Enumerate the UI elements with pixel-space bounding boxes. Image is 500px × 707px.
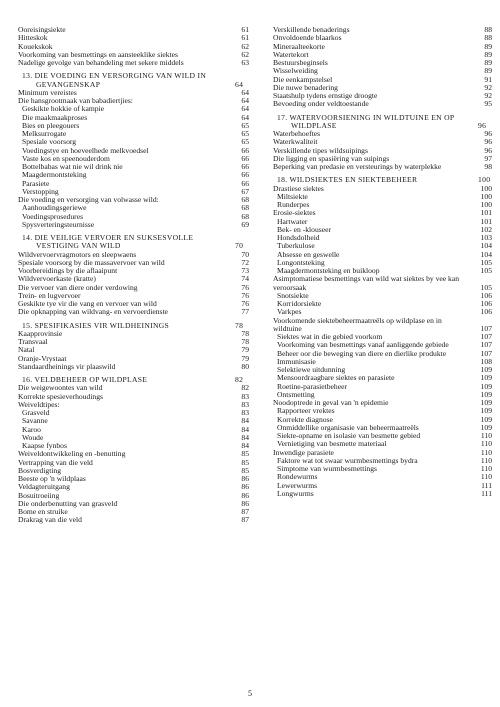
toc-page-number: 105 (480, 266, 492, 275)
toc-entry-title: Vernietiging van besmette materiaal (277, 439, 387, 449)
toc-page-number: 85 (241, 457, 249, 467)
toc-entry-title: Voedingsprosedures (22, 211, 84, 221)
toc-entry-title: Siekte-opname en isolasie van besmette gebied (277, 431, 421, 440)
toc-entry-title: Veldagteruitgang (18, 482, 70, 492)
toc-entry-title: Watertekort (273, 49, 309, 59)
toc-page-number: 84 (241, 424, 249, 434)
toc-page-number: 89 (484, 58, 492, 67)
toc-page-number: 111 (481, 488, 492, 498)
toc-entry-title: Maagdermontsteking en buikloop (277, 266, 380, 275)
toc-page-number: 95 (484, 99, 492, 109)
toc-entry-title: Verskillende benaderings (273, 25, 350, 34)
toc-entry-title: 15. SPESIFIKASIES VIR WILDHEININGS (22, 320, 170, 330)
toc-entry-title: Verstopping (22, 186, 59, 196)
toc-entry-title: Erosie-siektes (273, 208, 316, 218)
toc-page-number: 72 (241, 257, 249, 267)
toc-entry-title: 18. WILDSIEKTES EN SIEKTEBEHEER (277, 175, 418, 185)
toc-entry-title: Die ligging en spasiëring van suipings (273, 153, 390, 163)
toc-page-number: 78 (241, 337, 249, 346)
toc-entry-title: Wisselweiding (273, 66, 318, 76)
toc-entry-title: Die onderbenutting van grasveld (18, 498, 118, 508)
toc-page-number: 100 (480, 191, 492, 201)
toc-page-number: 66 (241, 178, 249, 188)
toc-entry-title: Bevoeding onder veldtoestande (273, 99, 369, 109)
toc-entry-title: Lewerwurms (277, 480, 318, 490)
toc-page-number: 102 (480, 224, 492, 234)
toc-entry-title: Verskillende tipes wildsuipings (273, 145, 368, 155)
toc-page-number: 68 (241, 203, 249, 213)
toc-entry-title: Oranje-Vrystaat (18, 353, 67, 363)
toc-entry-title: Weiveldontwikkeling en -benutting (18, 449, 126, 459)
toc-entry-title: Weiveldtipes: (18, 399, 60, 409)
toc-page-number: 65 (241, 137, 249, 147)
toc-page-number: 66 (241, 145, 249, 155)
toc-entry-title: Beheer oor die beweging van diere en dierlike produkte (277, 348, 447, 358)
toc-page-number: 80 (241, 361, 249, 371)
toc-page-number: 100 (480, 200, 492, 209)
toc-page-number: 111 (481, 480, 492, 490)
toc-entry-title: 13. DIE VOEDING EN VERSORGING VAN WILD IN GEVANGENSKAP (22, 71, 207, 89)
toc-entry-title: Grasveld (22, 408, 50, 417)
toc-entry-title: Onvoldoende blaarkos (273, 33, 342, 43)
toc-page-number: 85 (241, 465, 249, 475)
toc-entry-title: Beeste op 'n wildplaas (18, 474, 86, 483)
toc-page-number: 109 (480, 389, 492, 399)
toc-entry-title: Transvaal (18, 337, 48, 346)
toc-page-number: 73 (241, 266, 249, 275)
toc-page-number: 82 (241, 383, 249, 393)
toc-page-number: 86 (241, 498, 249, 508)
toc-entry-title: 17. WATERVOORSIENING IN WILDTUINE EN OP WILDPLASE (277, 112, 455, 130)
toc-entry-title: Hartwater (277, 216, 308, 226)
toc-entry-title: Bosverdigting (18, 465, 62, 475)
toc-chapter-heading: 13. DIE VOEDING EN VERSORGING VAN WILD IN GEVANGENSKAP 64 (22, 71, 244, 89)
toc-entry-title: Inwendige parasiete (273, 447, 334, 457)
toc-entry-title: Karoo (22, 424, 41, 434)
toc-page-number: 92 (484, 91, 492, 100)
toc-page-number: 66 (241, 162, 249, 171)
toc-entry-title: Melksurrogate (22, 129, 67, 138)
toc-entry-title: Mineraalteekorte (273, 41, 325, 51)
toc-page-number: 88 (484, 33, 492, 43)
toc-page-number: 110 (480, 455, 492, 465)
toc-entry-title: Hitteskok (18, 33, 48, 43)
toc-page-number: 84 (241, 416, 249, 426)
toc-entry-title: Varkpes (277, 307, 302, 317)
toc-entry-title: Kaapse fynbos (22, 441, 67, 450)
toc-entry-title: Longontsteking (277, 257, 325, 267)
toc-entry-title: Bies en pleegouers (22, 120, 80, 130)
toc-page-number: 84 (241, 441, 249, 450)
toc-chapter-heading: 16. VELDBEHEER OP WILDPLASE 82 (22, 375, 244, 384)
toc-entry-title: Snotsiekte (277, 290, 309, 300)
toc-page-number: 70 (241, 249, 249, 259)
toc-entry-title: Simptome van wurmbesmettings (277, 464, 377, 473)
toc-entry-title: Voorkoming van besmettings en aansteeklike siektes (18, 49, 178, 59)
toc-entry-title: Korrekte spesieverhoudings (18, 391, 103, 401)
toc-page-number: 86 (241, 474, 249, 483)
toc-page-number: 109 (480, 365, 492, 374)
toc-page-number: 89 (484, 41, 492, 51)
toc-page-number: 67 (241, 186, 249, 196)
toc-page-number: 109 (480, 414, 492, 424)
toc-entry-title: Trein- en lugvervoer (18, 290, 81, 300)
toc-page-number: 105 (480, 282, 492, 292)
toc-entry (261, 490, 492, 498)
toc-entry-title: Bottelbabas wat nie wil drink nie (22, 162, 123, 171)
toc-page-number: 106 (480, 299, 492, 308)
toc-entry-title: Minimum vereistes (18, 87, 77, 97)
toc-entry-title: Voorkomende siektebeheermaatreëls op wildplase en in wildtuine (273, 315, 442, 333)
toc-page-number: 89 (484, 49, 492, 59)
toc-page-number: 65 (241, 129, 249, 138)
toc-entry (6, 516, 249, 524)
toc-page-number: 61 (241, 33, 249, 43)
toc-page-number: 62 (241, 49, 249, 59)
toc-entry-title: Roetine-parasietbeheer (277, 381, 347, 391)
toc-page-number: 65 (241, 120, 249, 130)
toc-entry-title: Spesiale voorsorg by die massavervoer van wild (18, 257, 165, 267)
toc-page-number: 83 (241, 391, 249, 401)
toc-entry-title: Tuberkulose (277, 241, 315, 251)
toc-page-number: 64 (241, 104, 249, 114)
toc-page-number: 68 (241, 211, 249, 221)
toc-page-number: 104 (480, 241, 492, 251)
toc-entry-title: Staatshulp tydens ernstige droogte (273, 91, 378, 100)
toc-page-number: 109 (480, 381, 492, 391)
toc-page-number: 76 (241, 299, 249, 308)
toc-entry-title: Parasiete (22, 178, 50, 188)
page-number: 5 (248, 689, 252, 698)
toc-page-number: 107 (480, 323, 492, 333)
toc-entry-title: Bosuitroeiing (18, 490, 60, 500)
toc-entry-title: Drakrag van die veld (18, 515, 82, 525)
toc-page-number: 85 (241, 449, 249, 459)
toc-entry (6, 417, 249, 425)
toc-entry-title: Beperking van predasie en versteurings by waterplekke (273, 162, 442, 171)
toc-entry-title: Runderpes (277, 200, 310, 209)
toc-page-number: 107 (480, 332, 492, 341)
toc-chapter-heading: 17. WATERVOORSIENING IN WILDTUINE EN OP WILDPLASE 96 (277, 112, 487, 130)
toc-entry-title: Die weigewoontes van wild (18, 383, 103, 393)
toc-page-number: 107 (480, 340, 492, 350)
toc-entry-title: Voorbereidings by die aflaaipunt (18, 266, 118, 275)
toc-page-number: 87 (241, 507, 249, 516)
toc-page-number: 109 (480, 422, 492, 432)
toc-page-number: 88 (484, 25, 492, 34)
toc-entry (6, 59, 249, 67)
toc-entry-title: Bestuursbeginsels (273, 58, 328, 67)
toc-entry-title: Aanhoudingsgeriewe (22, 203, 87, 213)
toc-entry-title: Geskikte hokkie of kampie (22, 104, 105, 114)
toc-entry-title: Natal (18, 345, 35, 355)
toc-entry-title: Rapporteer vrektes (277, 406, 335, 416)
toc-page-number: 109 (480, 406, 492, 416)
toc-entry-title: Faktore wat tot swaar wurmbesmettings bydra (277, 455, 418, 465)
toc-entry-title: Die opknapping van wildvang- en vervoerdienste (18, 307, 168, 317)
toc-entry-title: Bome en struike (18, 507, 68, 516)
toc-entry-title: 16. VELDBEHEER OP WILDPLASE (22, 375, 148, 384)
toc-page-number: 66 (241, 153, 249, 163)
toc-page-number: 109 (480, 398, 492, 407)
toc-page-number: 91 (484, 74, 492, 84)
toc-entry-title: Standaardheinings vir plaaswild (18, 361, 116, 371)
toc-page-number: 76 (241, 282, 249, 292)
toc-entry-title: Drastiese siektes (273, 183, 324, 193)
toc-page-number: 78 (241, 328, 249, 338)
toc-page-number: 87 (241, 515, 249, 525)
toc-page-number: 97 (484, 153, 492, 163)
toc-entry-title: Selektiewe uitdunning (277, 365, 346, 374)
toc-entry-title: Waterbehoeftes (273, 129, 321, 138)
toc-page-number: 86 (241, 490, 249, 500)
toc-page-number: 110 (480, 431, 492, 440)
toc-entry-title: Mensoordraagbare siektes en parasiete (277, 373, 395, 383)
toc-page-number: 92 (484, 82, 492, 92)
toc-page-number: 77 (241, 307, 249, 317)
toc-entry-title: Die eenkampstelsel (273, 74, 333, 84)
toc-page-number: 101 (480, 216, 492, 226)
toc-page-number: 64 (241, 112, 249, 122)
toc-entry-title: Wildvervoervragmotors en sleepwaens (18, 249, 137, 259)
toc-entry-title: Vaste kos en speenouderdom (22, 153, 110, 163)
toc-page-number: 110 (480, 472, 492, 482)
toc-entry-title: Bek- en -klouseer (277, 224, 331, 234)
toc-page-number: 96 (484, 137, 492, 147)
toc-entry-title: Immunisasie (277, 356, 316, 366)
toc-page-number: 79 (241, 345, 249, 355)
toc-page-number: 83 (241, 399, 249, 409)
toc-entry-title: Ooreisingsiekte (18, 25, 66, 34)
toc-entry-title: Miltsiekte (277, 191, 308, 201)
toc-page-number: 101 (480, 208, 492, 218)
toc-page-number: 110 (480, 439, 492, 449)
toc-entry-title: Korridorsiekte (277, 299, 322, 308)
toc-entry-title: Absesse en geswelle (277, 249, 340, 259)
toc-page-number: 79 (241, 353, 249, 363)
toc-entry-title: Kaapprovinsie (18, 328, 63, 338)
toc-entry (261, 317, 492, 334)
toc-entry-title: Siektes wat in die gebied voorkom (277, 332, 383, 341)
toc-left-column (6, 26, 249, 525)
toc-entry-title: Voedingstye en hoeveelhede melkvoedsel (22, 145, 149, 155)
toc-page-number: 86 (241, 482, 249, 492)
toc-page-number: 98 (484, 162, 492, 171)
toc-page-number: 96 (484, 145, 492, 155)
toc-page-number: 107 (480, 348, 492, 358)
toc-page-number: 89 (484, 66, 492, 76)
toc-entry-title: Die vervoer van diere onder verdowing (18, 282, 138, 292)
toc-page-number: 84 (241, 432, 249, 442)
toc-chapter-heading: 18. WILDSIEKTES EN SIEKTEBEHEER 100 (277, 175, 491, 185)
toc-entry (6, 338, 249, 346)
toc-page-number: 62 (241, 41, 249, 51)
toc-entry-title: Die voeding en versorging van volwasse wild: (18, 195, 159, 204)
toc-entry-title: Die hansgrootmaak van babadiertjies: (18, 96, 133, 105)
toc-page-number: 108 (480, 356, 492, 366)
toc-entry (261, 163, 492, 171)
toc-page-number: 104 (480, 249, 492, 259)
toc-entry-title: Savanne (22, 416, 48, 426)
toc-entry-title: Vertrapping van die veld (18, 457, 93, 467)
toc-entry-title: 14. DIE VEILIGE VERVOER EN SUKSESVOLLE VESTIGING VAN WILD (22, 233, 194, 251)
toc-chapter-heading: 15. SPESIFIKASIES VIR WILDHEININGS 78 (22, 320, 244, 330)
toc-entry-title: Noodoptrede in geval van 'n epidemie (273, 398, 389, 407)
toc-entry-title: Wildvervoerkaste (kratte) (18, 274, 96, 284)
toc-entry-title: Ontsmetting (277, 389, 315, 399)
toc-entry (6, 308, 249, 316)
toc-entry (6, 221, 249, 229)
toc-page-number: 103 (480, 233, 492, 242)
toc-page-number: 74 (241, 274, 249, 284)
toc-page-number: 96 (484, 129, 492, 138)
toc-entry-title: Hondsdolheid (277, 233, 320, 242)
toc-entry (261, 100, 492, 108)
toc-entry-title: Die maakmaakproses (22, 112, 88, 122)
toc-entry (6, 363, 249, 371)
toc-entry-title: Die nuwe benadering (273, 82, 338, 92)
toc-page-number: 63 (241, 58, 249, 67)
toc-entry (261, 275, 492, 292)
toc-entry-title: Onmiddellike organisasie van beheermaatreëls (277, 422, 419, 432)
toc-page-number: 61 (241, 25, 249, 34)
toc-right-column (261, 26, 492, 498)
toc-entry-title: Asimptomatiese besmettings van wild wat siektes by vee kan veroorsaak (273, 274, 460, 292)
toc-entry-title: Rondewurms (277, 472, 318, 482)
toc-entry-title: Nadelige gevolge van behandeling met sekere middels (18, 58, 184, 67)
toc-page-number: 105 (480, 257, 492, 267)
toc-entry-title: Korrekte diagnose (277, 414, 333, 424)
toc-page-number: 106 (480, 307, 492, 317)
toc-entry-title: Waterkwaliteit (273, 137, 318, 147)
toc-entry-title: Spysverteringsteurnisse (22, 219, 95, 229)
toc-page-number: 64 (241, 96, 249, 105)
toc-entry-title: Longwurms (277, 488, 314, 498)
toc-page-number: 110 (480, 447, 492, 457)
toc-page-number: 64 (241, 87, 249, 97)
toc-page-number: 66 (241, 170, 249, 180)
toc-page-number: 106 (480, 290, 492, 300)
toc-chapter-heading: 14. DIE VEILIGE VERVOER EN SUKSESVOLLE VESTIGING VAN WILD 70 (22, 233, 244, 251)
toc-page-number: 83 (241, 408, 249, 417)
toc-entry-title: Kouekskok (18, 41, 53, 51)
toc-entry-title: Woude (22, 432, 44, 442)
toc-page-number: 100 (480, 183, 492, 193)
toc-entry-title: Geskikte tye vir die vang en vervoer van wild (18, 299, 157, 308)
toc-page-number: 76 (241, 290, 249, 300)
toc-page-number: 69 (241, 219, 249, 229)
toc-entry-title: Maagdermontsteking (22, 170, 87, 180)
toc-entry-title: Spesiale voorsorg (22, 137, 77, 147)
toc-entry-title: Voorkoming van besmettings vanaf aanliggende gebiede (277, 340, 449, 350)
toc-page-number: 110 (480, 464, 492, 473)
toc-page-number: 109 (480, 373, 492, 383)
toc-page-number: 68 (241, 195, 249, 204)
